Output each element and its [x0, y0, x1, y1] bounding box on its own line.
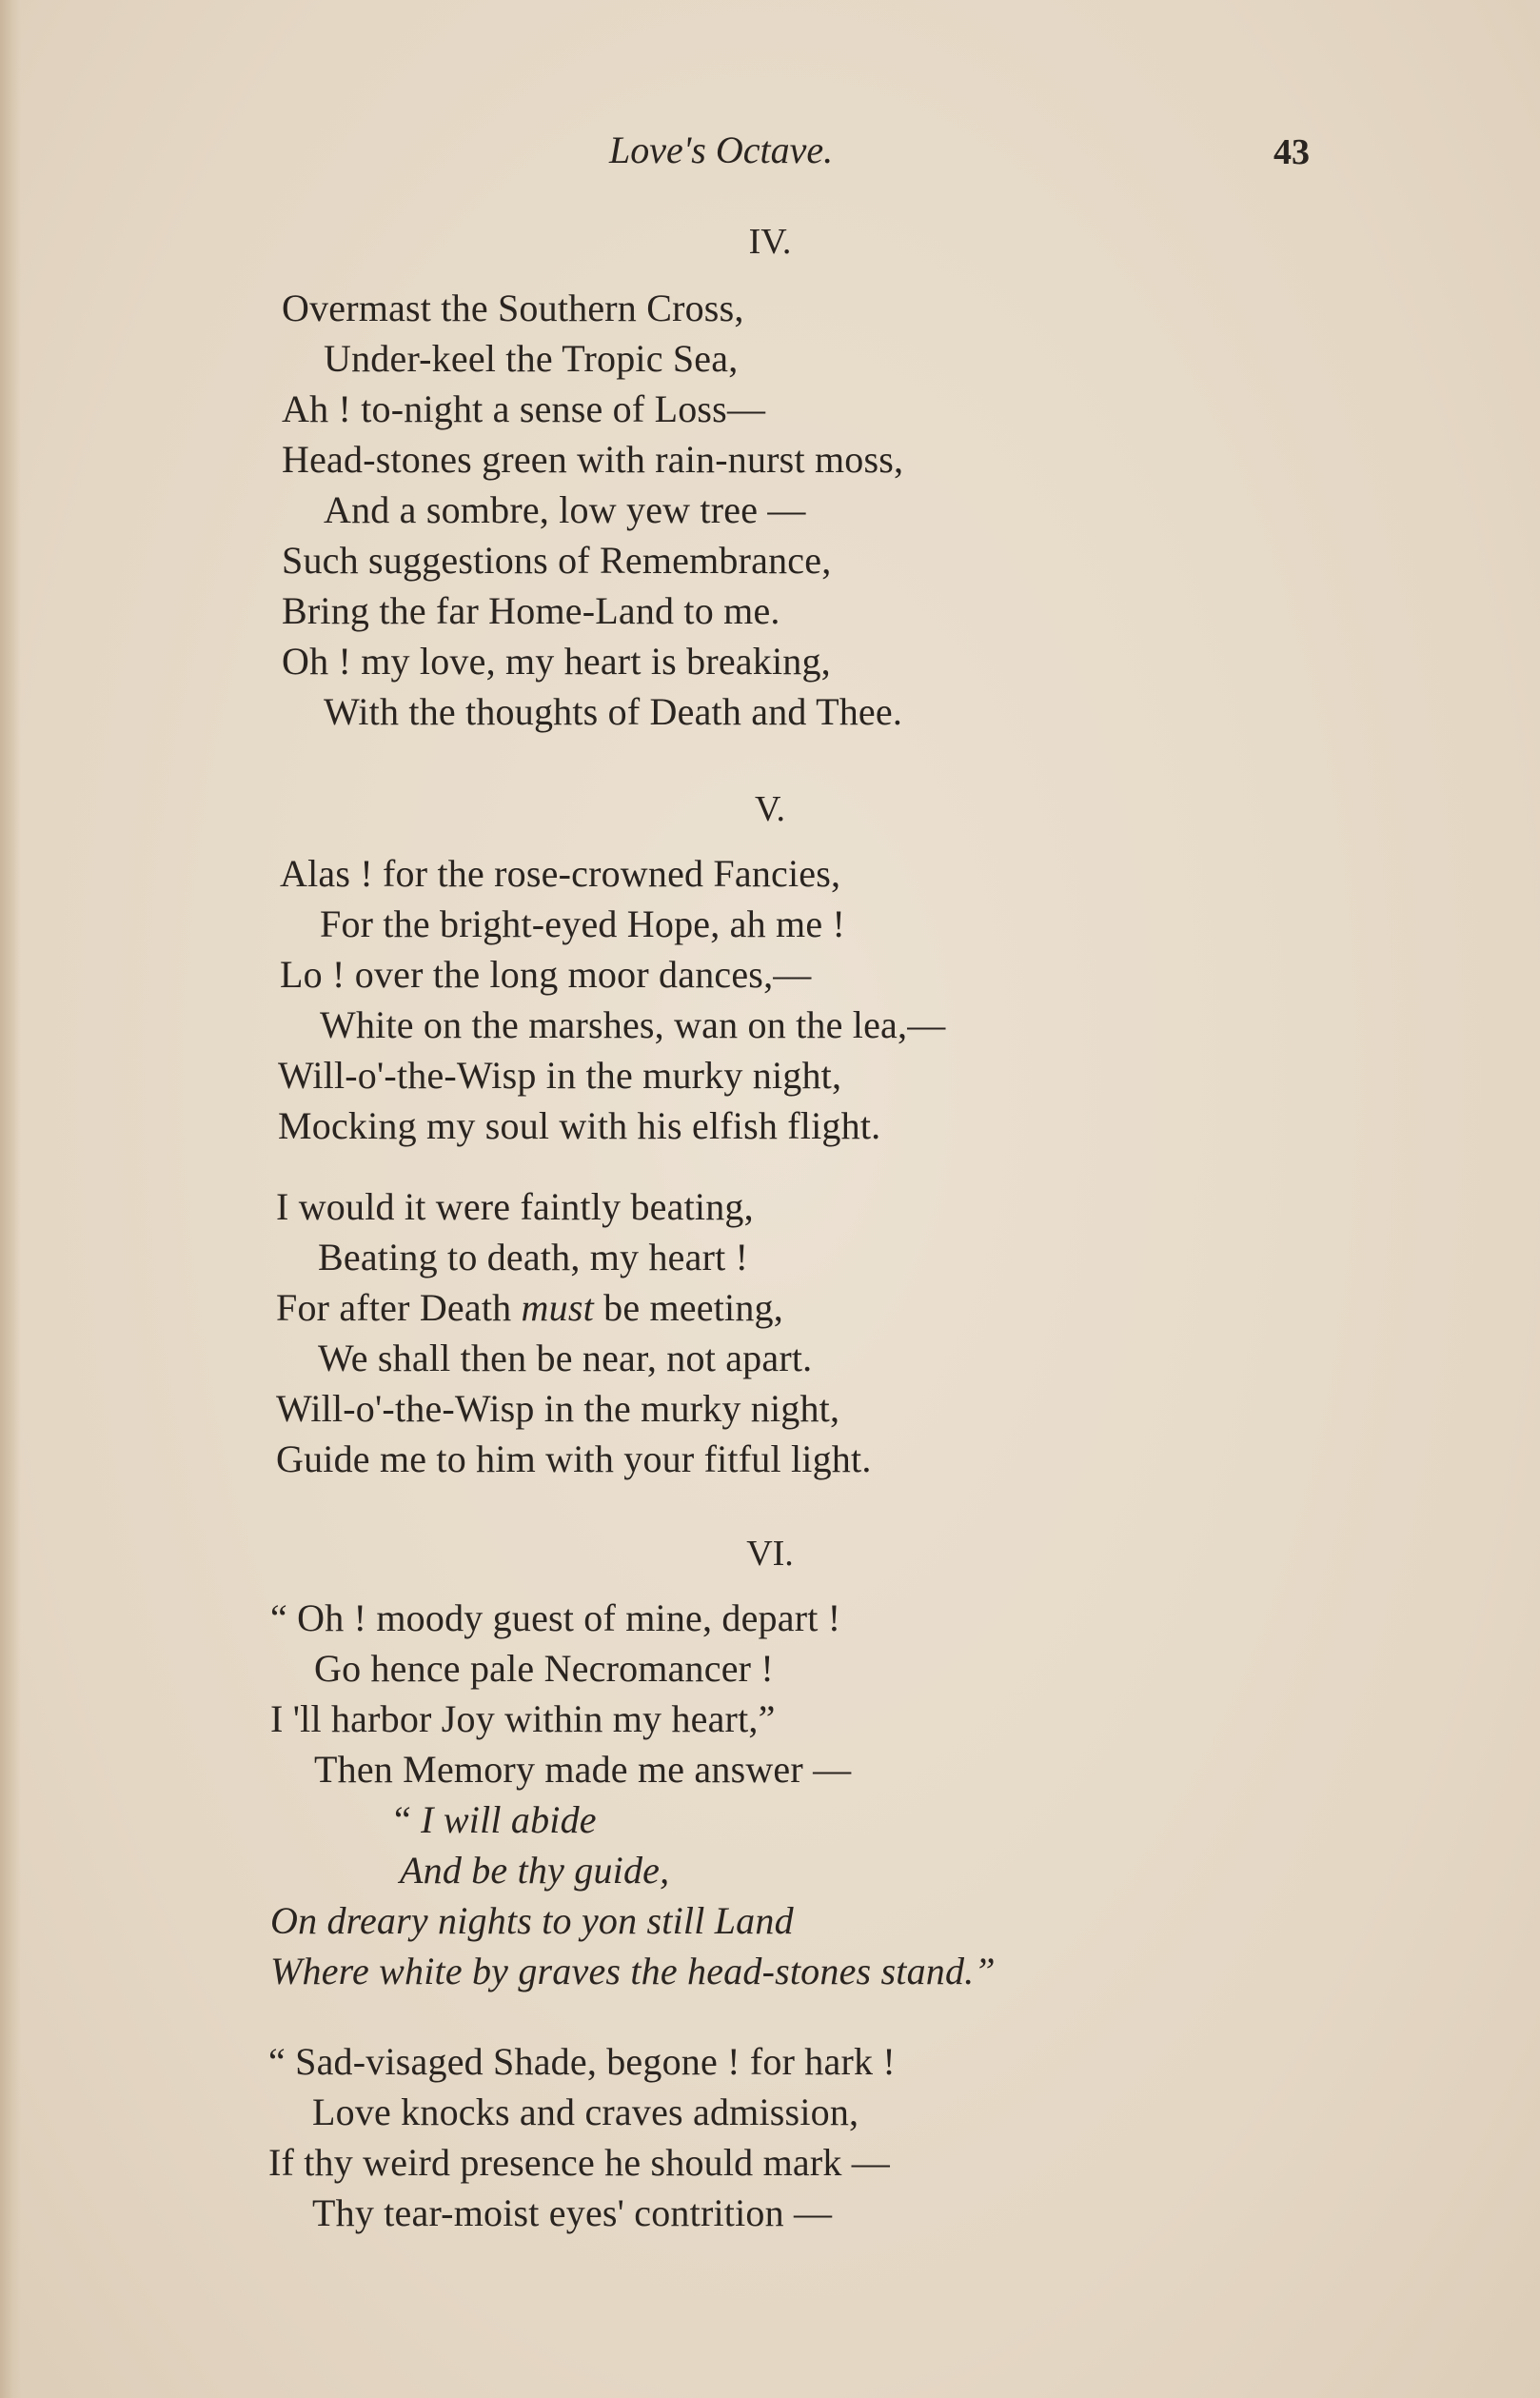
poem-line: Then Memory made me answer —	[314, 1748, 852, 1791]
poem-line: I 'll harbor Joy within my heart,”	[270, 1697, 776, 1740]
poem-line: With the thoughts of Death and Thee.	[324, 690, 903, 733]
poem-line: On dreary nights to yon still Land	[270, 1899, 794, 1942]
poem-line: And a sombre, low yew tree —	[324, 488, 806, 531]
poem-line: Will-o'-the-Wisp in the murky night,	[278, 1054, 842, 1097]
poem-line: Mocking my soul with his elfish flight.	[278, 1104, 881, 1147]
poem-line-emphasis: I will abide	[421, 1798, 597, 1841]
running-title: Love's Octave.	[609, 129, 834, 171]
poem-line: Love knocks and craves admission,	[312, 2091, 859, 2133]
poem-line: Go hence pale Necromancer !	[314, 1647, 774, 1690]
poem-line: We shall then be near, not apart.	[318, 1337, 813, 1379]
section-numeral-iv: IV.	[748, 222, 792, 262]
poem-line: Guide me to him with your fitful light.	[276, 1437, 872, 1480]
poem-line: “ Sad-visaged Shade, begone ! for hark !	[268, 2040, 896, 2083]
poem-line: Lo ! over the long moor dances,—	[280, 953, 812, 996]
poem-line: Such suggestions of Remembrance,	[282, 539, 832, 582]
poem-line: White on the marshes, wan on the lea,—	[320, 1003, 946, 1046]
poem-line: Alas ! for the rose-crowned Fancies,	[280, 852, 841, 895]
poem-line: Bring the far Home-Land to me.	[282, 589, 780, 632]
poem-line: “ Oh ! moody guest of mine, depart !	[270, 1596, 841, 1639]
poem-line: Under-keel the Tropic Sea,	[324, 337, 739, 380]
poem-line-emphasis: must	[521, 1286, 594, 1329]
poem-line: For the bright-eyed Hope, ah me !	[320, 902, 845, 945]
poem-line	[394, 1797, 597, 1842]
poem-line-text: For after Death	[276, 1286, 522, 1329]
poem-line: Head-stones green with rain-nurst moss,	[282, 438, 904, 481]
page-number: 43	[1273, 132, 1310, 172]
page-gutter-shadow	[0, 0, 21, 2398]
poem-line-text: “	[394, 1798, 422, 1841]
section-numeral-vi: VI.	[746, 1534, 794, 1574]
poem-line: I would it were faintly beating,	[276, 1185, 754, 1228]
poem-line: Beating to death, my heart !	[318, 1236, 749, 1278]
poem-line: Oh ! my love, my heart is breaking,	[282, 640, 831, 683]
poem-line: Where white by graves the head-stones stand.”	[270, 1950, 996, 1992]
poem-line-text: be meeting,	[593, 1286, 783, 1329]
poem-line	[276, 1285, 783, 1330]
poem-line: If thy weird presence he should mark —	[268, 2141, 890, 2184]
poem-line: Ah ! to-night a sense of Loss—	[282, 387, 766, 430]
poem-line: Thy tear-moist eyes' contrition —	[312, 2191, 833, 2234]
section-numeral-v: V.	[754, 789, 786, 829]
poem-line: Will-o'-the-Wisp in the murky night,	[276, 1387, 840, 1430]
poem-line: Overmast the Southern Cross,	[282, 287, 744, 329]
poem-line: And be thy guide,	[400, 1849, 670, 1892]
